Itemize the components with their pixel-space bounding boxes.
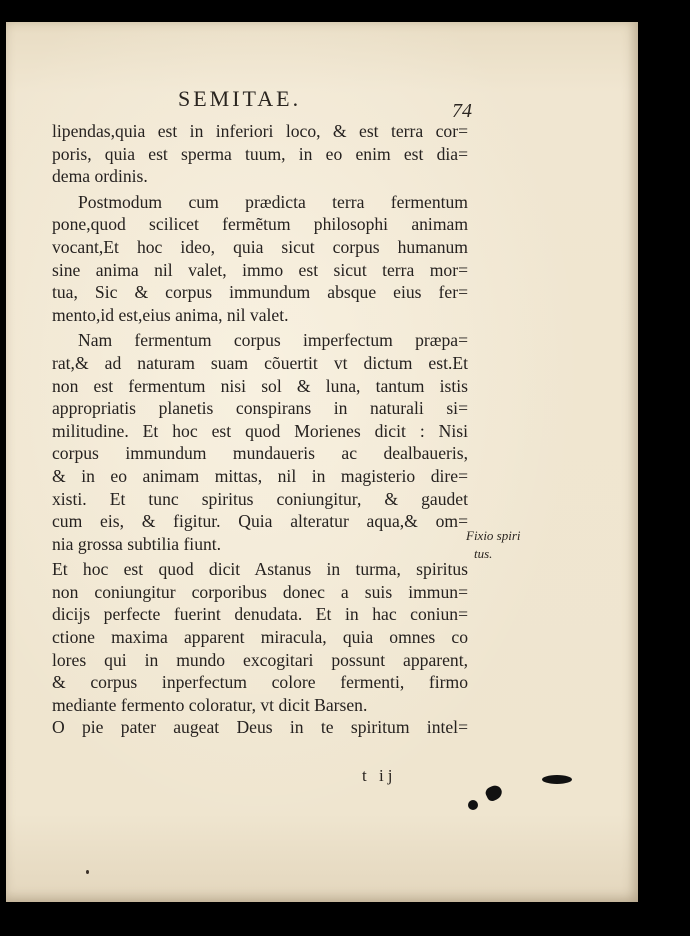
text-line: Postmodum cum prædicta terra fermentum: [78, 191, 468, 212]
text-line: nia grossa subtilia fiunt.: [52, 533, 222, 554]
text-line: dema ordinis.: [52, 166, 148, 187]
ink-stain: [542, 775, 572, 784]
text-line: sine anima nil valet, immo est sicut terra mor=: [52, 259, 468, 280]
book-page: [6, 22, 638, 902]
text-line: lipendas,quia est in inferiori loco, & est terra cor=: [52, 121, 468, 141]
text-line: O pie pater augeat Deus in te spiritum intel=: [52, 717, 468, 738]
text-line: militudine. Et hoc est quod Morienes dicit : Nisi: [52, 420, 468, 441]
text-line: ctione maxima apparent miracula, quia omnes co: [52, 627, 468, 648]
text-line: non coniungitur corporibus donec a suis immun=: [52, 581, 468, 602]
text-line: poris, quia est sperma tuum, in eo enim est dia=: [52, 143, 468, 164]
text-line: mento,id est,eius anima, nil valet.: [52, 304, 289, 325]
text-line: & corpus inperfectum colore fermenti, firmo: [52, 672, 468, 693]
text-line: non est fermentum nisi sol & luna, tantum istis: [52, 375, 468, 396]
text-line: pone,quod scilicet fermẽtum philosophi animam: [52, 214, 468, 235]
margin-note-line: Fixio spiri: [466, 528, 521, 543]
text-line: vocant,Et hoc ideo, quia sicut corpus humanum: [52, 236, 468, 257]
running-head: SEMITAE.: [178, 86, 302, 111]
margin-note: [466, 527, 521, 563]
text-line: appropriatis planetis conspirans in naturali si=: [52, 398, 468, 419]
text-line: Nam fermentum corpus imperfectum præpa=: [78, 330, 468, 351]
text-line: dicijs perfecte fuerint denudata. Et in hac coniun=: [52, 604, 468, 625]
text-line: & in eo animam mittas, nil in magisterio dire=: [52, 465, 468, 486]
ink-speck: [86, 870, 89, 874]
text-line: Et hoc est quod dicit Astanus in turma, spiritus: [52, 559, 468, 580]
body-text: [52, 120, 468, 739]
text-line: lores qui in mundo excogitari possunt apparent,: [52, 649, 468, 670]
text-line: mediante fermento coloratur, vt dicit Barsen.: [52, 694, 368, 715]
text-line: tua, Sic & corpus immundum absque eius fer=: [52, 282, 468, 303]
text-line: xisti. Et tunc spiritus coniungitur, & gaudet: [52, 488, 468, 509]
text-line: rat,& ad naturam suam cõuertit vt dictum est.Et: [52, 352, 468, 373]
ink-stain: [468, 800, 478, 810]
text-line: corpus immundum mundaueris ac dealbaueris,: [52, 443, 468, 464]
signature-mark: t ij: [362, 766, 397, 785]
page-number: 74: [452, 100, 472, 122]
margin-note-line: tus.: [474, 546, 493, 561]
text-line: cum eis, & figitur. Quia alteratur aqua,& om=: [52, 511, 468, 532]
